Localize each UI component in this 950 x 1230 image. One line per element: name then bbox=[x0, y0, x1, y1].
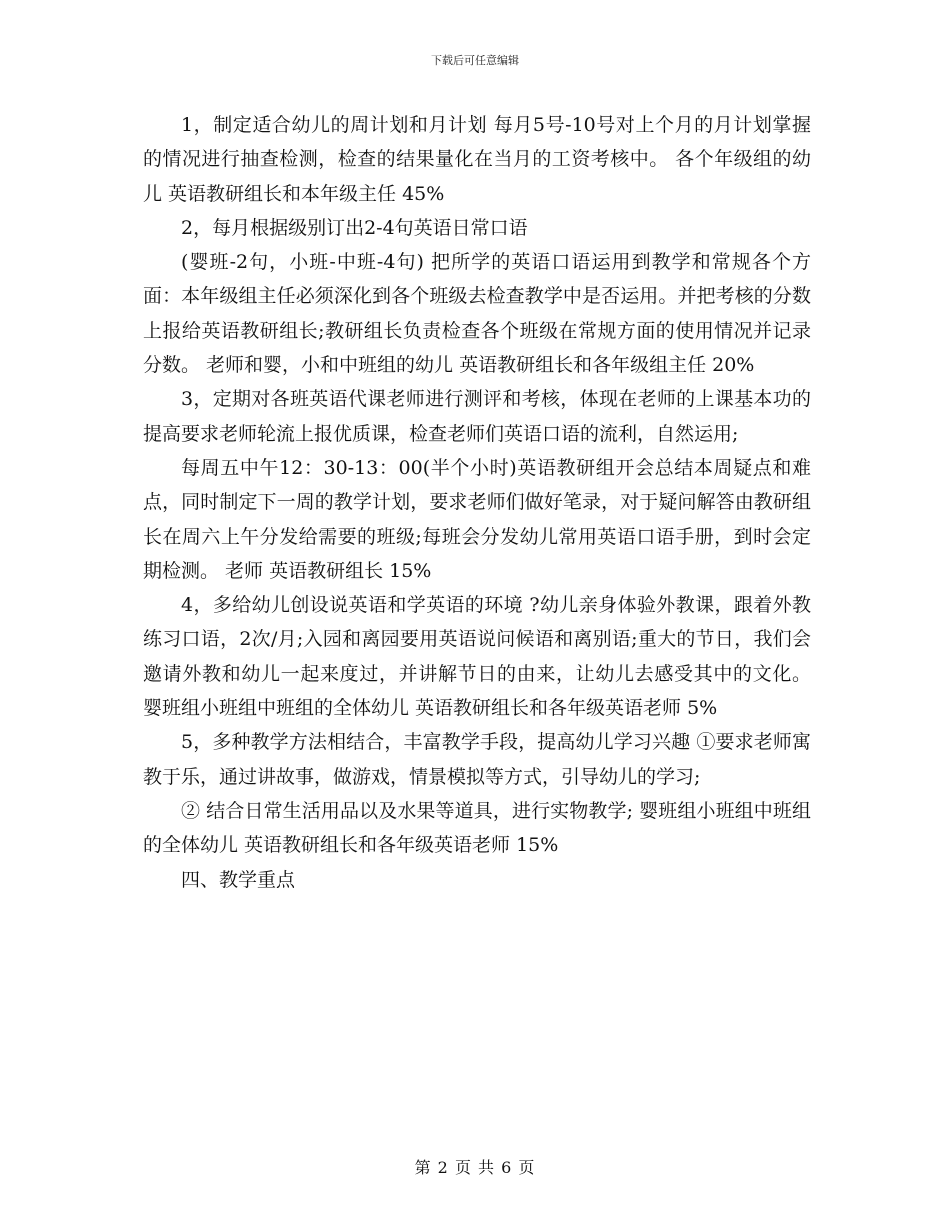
paragraph-7: 5，多种教学方法相结合，丰富教学手段，提高幼儿学习兴趣 ①要求老师寓教于乐，通过讲故事，做游戏，情景模拟等方式，引导幼儿的学习; bbox=[143, 731, 811, 788]
paragraph-4: 3，定期对各班英语代课老师进行测评和考核，体现在老师的上课基本功的提高要求老师轮流上报优质课，检查老师们英语口语的流利，自然运用; bbox=[143, 388, 811, 445]
section-heading: 四、教学重点 bbox=[181, 868, 296, 891]
paragraph-1: 1，制定适合幼儿的周计划和月计划 每月5号-10号对上个月的月计划掌握的情况进行抽查检测，检查的结果量化在当月的工资考核中。 各个年级组的幼儿 英语教研组长和本年级主任 45% bbox=[143, 114, 811, 205]
document-body bbox=[143, 108, 811, 897]
paragraph-8: ② 结合日常生活用品以及水果等道具，进行实物教学; 婴班组小班组中班组的全体幼儿 英语教研组长和各年级英语老师 15% bbox=[143, 799, 811, 857]
paragraph-2: 2，每月根据级别订出2-4句英语日常口语 bbox=[181, 216, 528, 239]
paragraph-6: 4，多给幼儿创设说英语和学英语的环境 ?幼儿亲身体验外教课，跟着外教练习口语，2次/月;入园和离园要用英语说问候语和离别语;重大的节日，我们会邀请外教和幼儿一起来度过，并讲解节日的由来，让幼儿去感受其中的文化。 婴班组小班组中班组的全体幼儿 英语教研组长和各年级英语老师 5% bbox=[143, 594, 811, 720]
page-number: 第 2 页 共 6 页 bbox=[414, 1158, 536, 1177]
paragraph-3: (婴班-2句，小班-中班-4句) 把所学的英语口语运用到教学和常规各个方面：本年级组主任必须深化到各个班级去检查教学中是否运用。并把考核的分数上报给英语教研组长;教研组长负责检查各个班级在常规方面的使用情况并记录分数。 老师和婴，小和中班组的幼儿 英语教研组长和各年级组主任 20% bbox=[143, 251, 811, 377]
page-header: 下载后可任意编辑 bbox=[431, 54, 519, 67]
paragraph-5: 每周五中午12：30-13：00(半个小时)英语教研组开会总结本周疑点和难点，同时制定下一周的教学计划，要求老师们做好笔录，对于疑问解答由教研组长在周六上午分发给需要的班级;每班会分发幼儿常用英语口语手册，到时会定期检测。 老师 英语教研组长 15% bbox=[143, 456, 811, 582]
